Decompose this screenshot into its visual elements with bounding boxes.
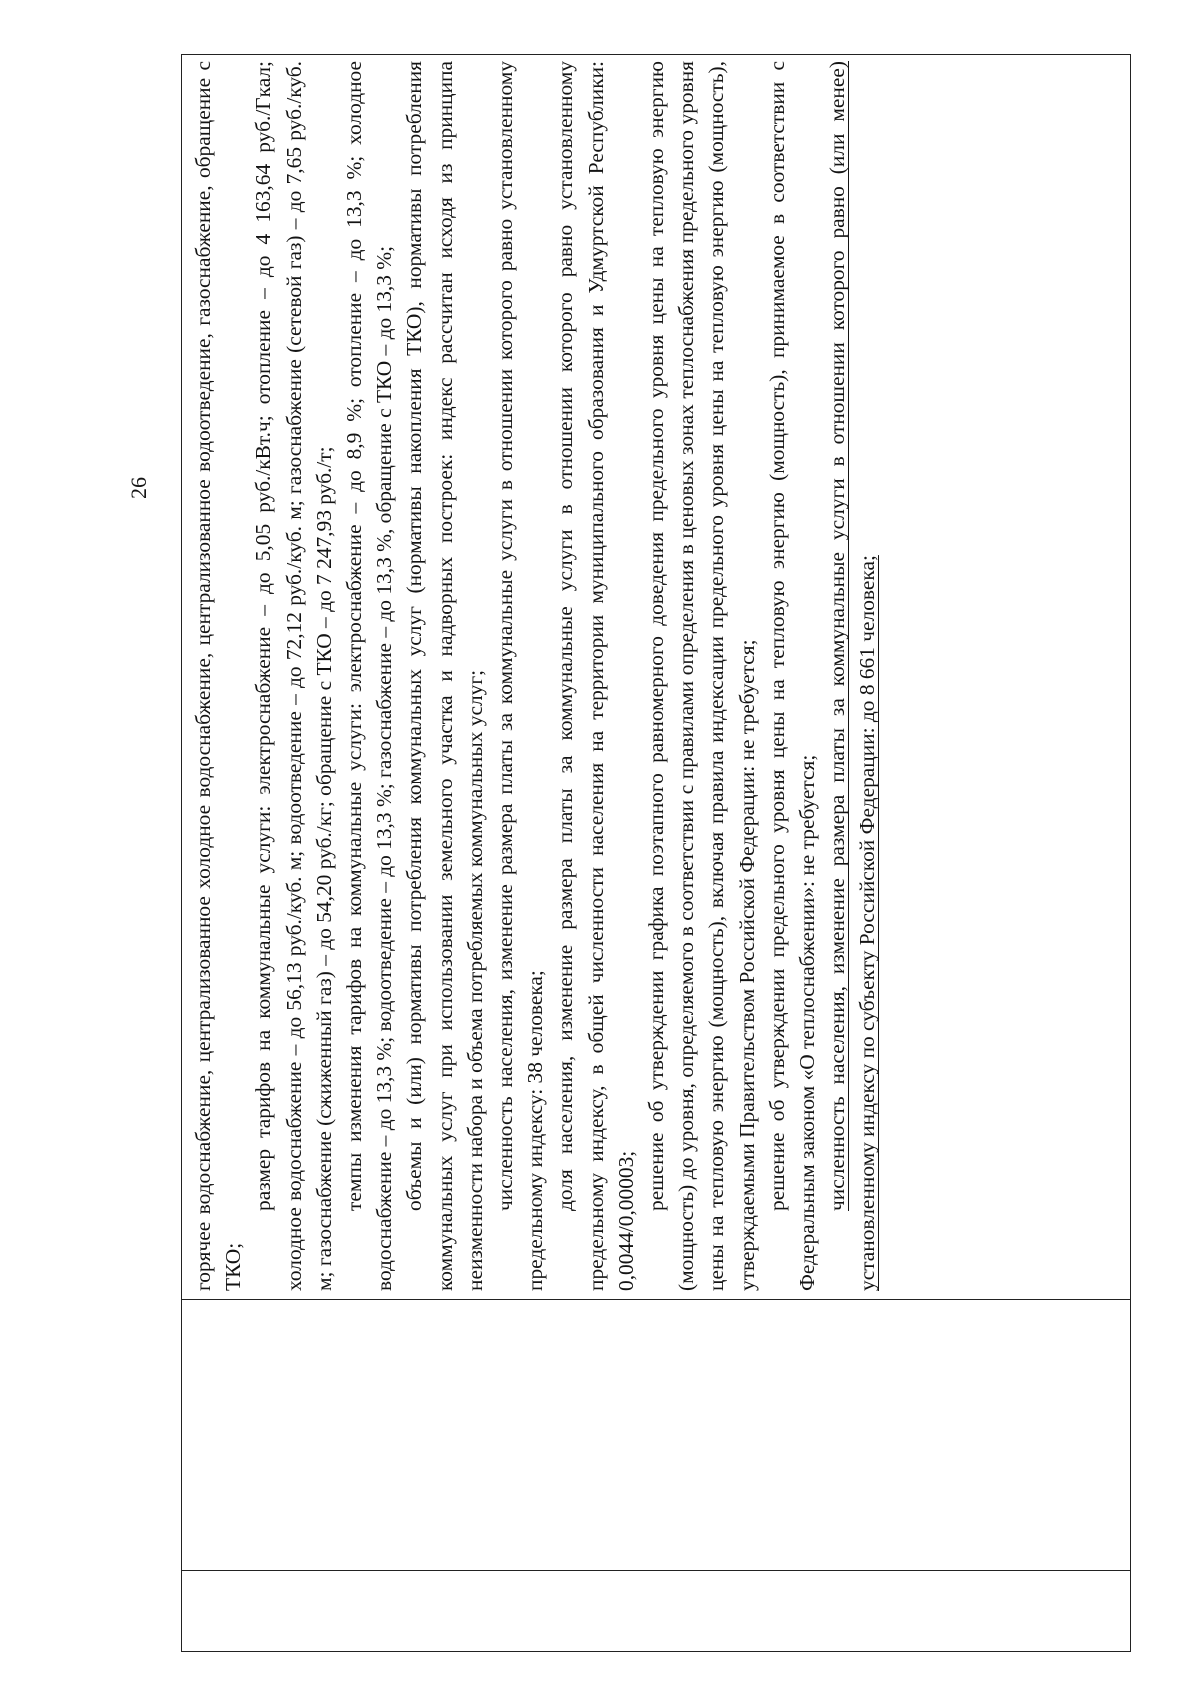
table-content-cell — [182, 55, 1130, 1299]
paragraph: размер тарифов на коммунальные услуги: электроснабжение – до 5,05 руб./кВт.ч; отопление – до 4 163,64 руб./Гкал; холодное водоснабжение – до 56,13 руб./куб. м; водоотведение – до 72,12 руб./куб. м; газоснабжение (сетевой газ) – до 7,65 руб./куб. м; газоснабжение (сжиженный газ) – до 54,20 руб./кг; обращение с ТКО – до 7 247,93 руб./т; — [251, 61, 336, 1291]
paragraph: численность населения, изменение размера платы за коммунальные услуги в отношении которого равно установленному предельному индексу: 38 человека; — [493, 61, 548, 1291]
paragraph: решение об утверждении предельного уровня цены на тепловую энергию (мощность), принимаемое в соответствии с Федеральным законом «О теплоснабжении»: не требуется; — [764, 61, 820, 1291]
empty-cell-number — [182, 1570, 1130, 1651]
paragraph: темпы изменения тарифов на коммунальные услуги: электроснабжение – до 8,9 %; отопление – до 13,3 %; холодное водоснабжение – до 13,3 %; водоотведение – до 13,3 %; газоснабжение – до 13,3 %, обращение с ТКО – до 13,3 %; — [342, 61, 397, 1291]
page-number: 26 — [126, 477, 151, 499]
paragraph: горячее водоснабжение, централизованное холодное водоснабжение, централизованное водоотведение, газоснабжение, обращение с ТКО; — [191, 61, 246, 1291]
document-table — [181, 54, 1131, 1652]
paragraph: численность населения, изменение размера платы за коммунальные услуги в отношении которого равно (или менее) установленному индексу по субъекту Российской Федерации: до 8 661 человека; — [825, 61, 880, 1291]
paragraph: решение об утверждении графика поэтапного равномерного доведения предельного уровня цены на тепловую энергию (мощность) до уровня, определяемого в соответствии с правилами определения в ценовых зонах теплоснабжения предельного уровня цены на тепловую энергию (мощность), включая правила индексации предельного уровня цены на тепловую энергию (мощность), утверждаемыми Правительством Российской Федерации: не требуется; — [644, 61, 759, 1291]
empty-cell-name — [182, 1300, 1130, 1570]
empty-cells — [182, 1300, 1130, 1651]
paragraph: доля населения, изменение размера платы за коммунальные услуги в отношении которого равно установленному предельному индексу, в общей численности населения на территории муниципального образования и Удмуртской Республики: 0,0044/0,00003; — [553, 61, 638, 1291]
table-left-cells — [182, 1299, 1130, 1651]
paragraph: объемы и (или) нормативы потребления коммунальных услуг (нормативы накопления ТКО), нормативы потребления коммунальных услуг при использовании земельного участка и надворных построек: индекс рассчитан исходя из принципа неизменности набора и объема потребляемых коммунальных услуг; — [402, 61, 487, 1291]
